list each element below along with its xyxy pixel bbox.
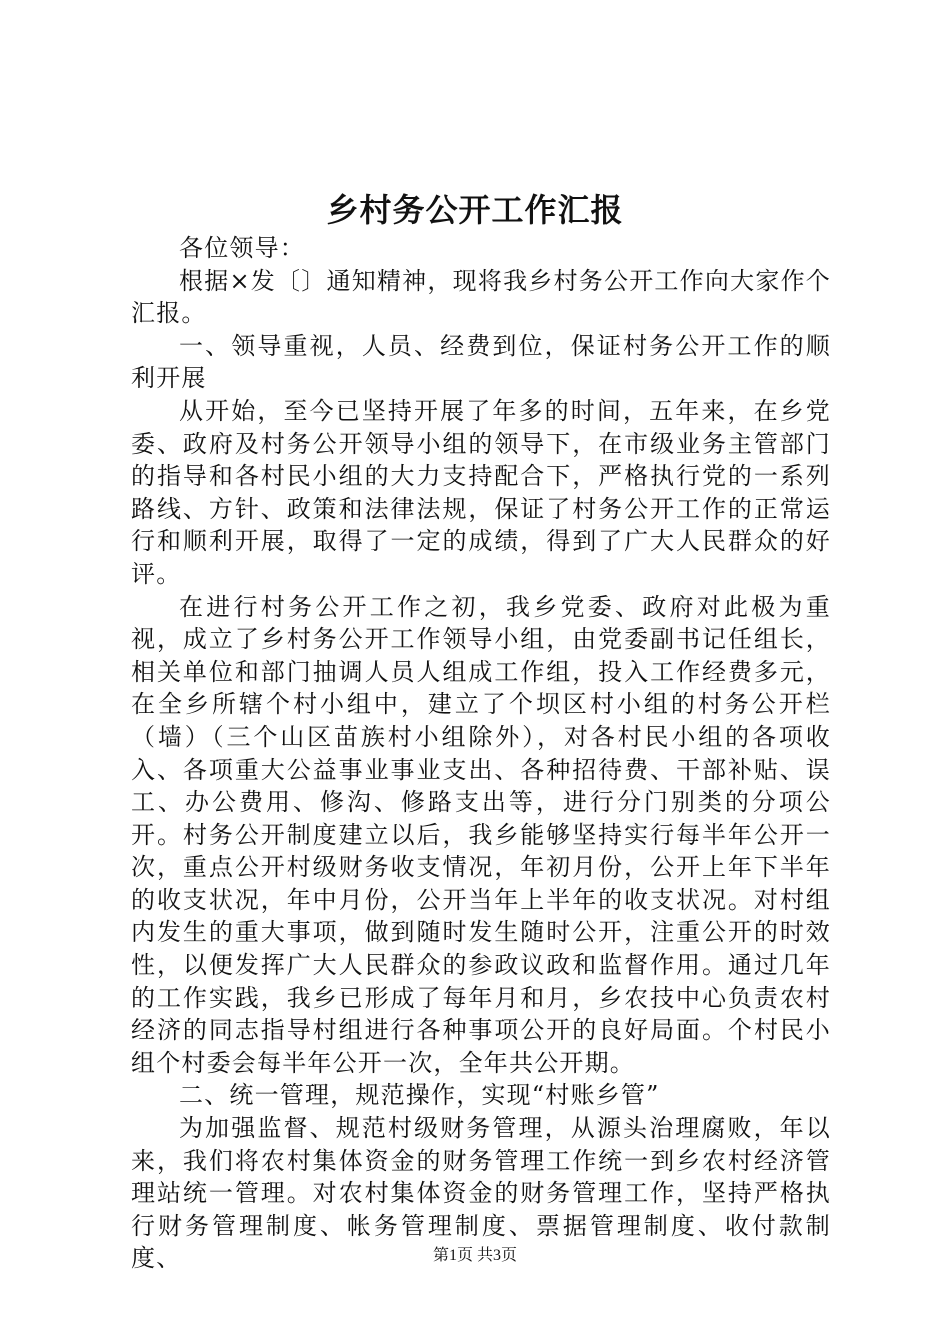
paragraph-section-1-b: 在进行村务公开工作之初，我乡党委、政府对此极为重视，成立了乡村务公开工作领导小组，由党委副书记任组长，相关单位和部门抽调人员人组成工作组，投入工作经费多元，在全乡所辖个村小组中，建立了个坝区村小组的村务公开栏（墙）（三个山区苗族村小组除外），对各村民小组的各项收入、各项重大公益事业事业支出、各种招待费、干部补贴、误工、办公费用、修沟、修路支出等，进行分门别类的分项公开。村务公开制度建立以后，我乡能够坚持实行每半年公开一次，重点公开村级财务收支情况，年初月份，公开上年下半年的收支状况，年中月份，公开当年上半年的收支状况。对村组内发生的重大事项，做到随时发生随时公开，注重公开的时效性，以便发挥广大人民群众的参政议政和监督作用。通过几年的工作实践，我乡已形成了每年月和月，乡农技中心负责农村经济的同志指导村组进行各种事项公开的良好局面。个村民小组个村委会每半年公开一次，全年共公开期。 (131, 592, 831, 1077)
paragraph-intro: 根据×发〔〕通知精神，现将我乡村务公开工作向大家作个汇报。 (131, 266, 831, 328)
page-number-footer: 第1页 共3页 (432, 1247, 517, 1264)
document-body (131, 232, 831, 1275)
section-heading-1: 一、领导重视，人员、经费到位，保证村务公开工作的顺利开展 (131, 331, 831, 393)
document-title: 乡村务公开工作汇报 (326, 191, 624, 229)
section-heading-2: 二、统一管理，规范操作，实现“村账乡管” (179, 1081, 660, 1110)
paragraph-salutation: 各位领导： (179, 234, 305, 262)
paragraph-section-1-a: 从开始，至今已坚持开展了年多的时间，五年来，在乡党委、政府及村务公开领导小组的领导下，在市级业务主管部门的指导和各村民小组的大力支持配合下，严格执行党的一系列路线、方针、政策和法律法规，保证了村务公开工作的正常运行和顺利开展，取得了一定的成绩，得到了广大人民群众的好评。 (131, 396, 831, 588)
paragraph-section-2-a: 为加强监督、规范村级财务管理，从源头治理腐败，年以来，我们将农村集体资金的财务管理工作统一到乡农村经济管理站统一管理。对农村集体资金的财务管理工作，坚持严格执行财务管理制度、帐务管理制度、票据管理制度、收付款制度、 (131, 1114, 831, 1273)
